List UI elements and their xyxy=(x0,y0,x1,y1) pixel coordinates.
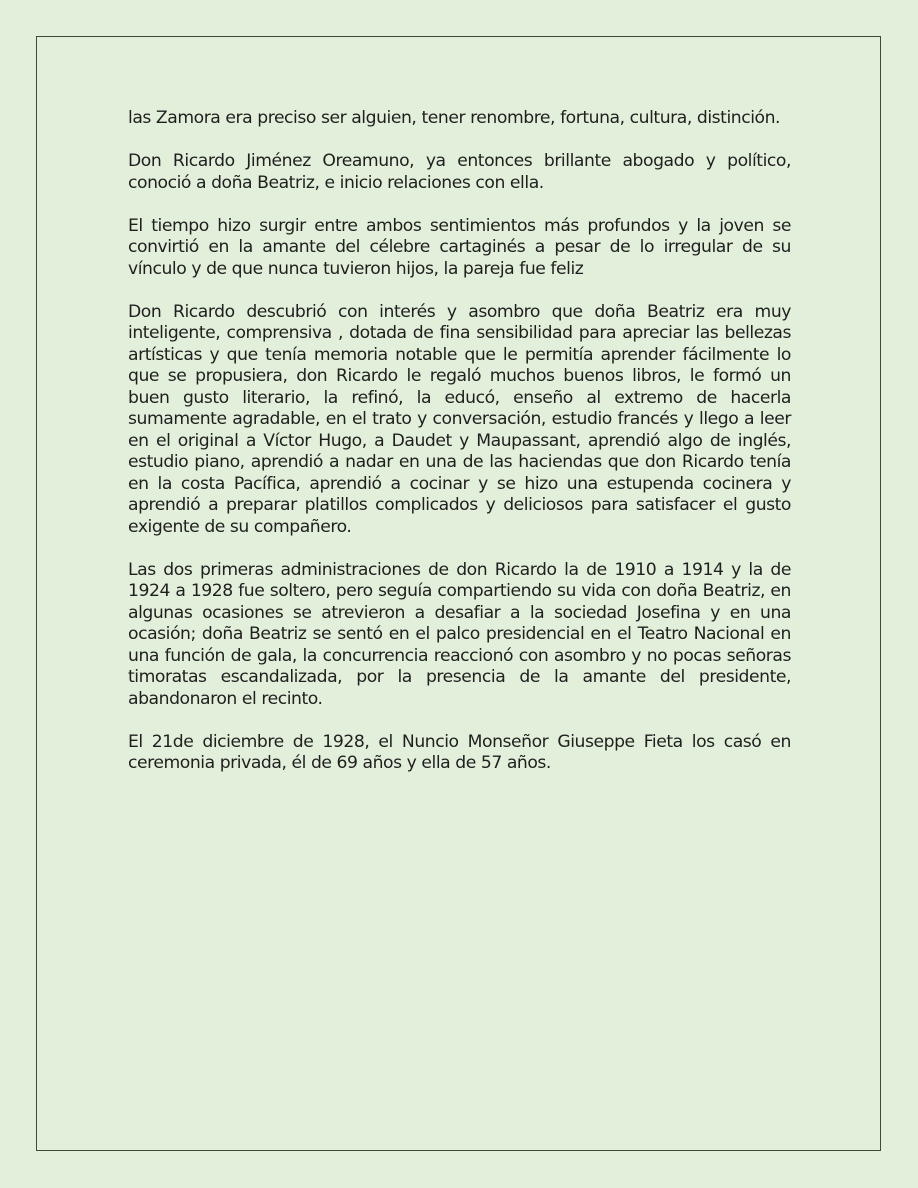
paragraph-5: Las dos primeras administraciones de don Ricardo la de 1910 a 1914 y la de 1924 a 1928 fue soltero, pero seguía compartiendo su vida con doña Beatriz, en algunas ocasiones se atrevieron a desafiar a la sociedad Josefina y en una ocasión; doña Beatriz se sentó en el palco presidencial en el Teatro Nacional en una función de gala, la concurrencia reaccionó con asombro y no pocas señoras timoratas escandalizada, por la presencia de la amante del presidente, abandonaron el recinto. xyxy=(128,559,791,709)
paragraph-3: El tiempo hizo surgir entre ambos sentimientos más profundos y la joven se convirtió en la amante del célebre cartaginés a pesar de lo irregular de su vínculo y de que nunca tuvieron hijos, la pareja fue feliz xyxy=(128,215,791,279)
paragraph-2: Don Ricardo Jiménez Oreamuno, ya entonces brillante abogado y político, conoció a doña Beatriz, e inicio relaciones con ella. xyxy=(128,151,791,193)
paragraph-6: El 21de diciembre de 1928, el Nuncio Monseñor Giuseppe Fieta los casó en ceremonia privada, él de 69 años y ella de 57 años. xyxy=(128,731,791,773)
document-body xyxy=(128,108,791,796)
paragraph-1: las Zamora era preciso ser alguien, tener renombre, fortuna, cultura, distinción. xyxy=(128,108,781,128)
paragraph-4: Don Ricardo descubrió con interés y asombro que doña Beatriz era muy inteligente, comprensiva , dotada de fina sensibilidad para apreciar las bellezas artísticas y que tenía memoria notable que le permitía aprender fácilmente lo que se propusiera, don Ricardo le regaló muchos buenos libros, le formó un buen gusto literario, la refinó, la educó, enseño al extremo de hacerla sumamente agradable, en el trato y conversación, estudio francés y llego a leer en el original a Víctor Hugo, a Daudet y Maupassant, aprendió algo de inglés, estudio piano, aprendió a nadar en una de las haciendas que don Ricardo tenía en la costa Pacífica, aprendió a cocinar y se hizo una estupenda cocinera y aprendió a preparar platillos complicados y deliciosos para satisfacer el gusto exigente de su compañero. xyxy=(128,301,791,537)
